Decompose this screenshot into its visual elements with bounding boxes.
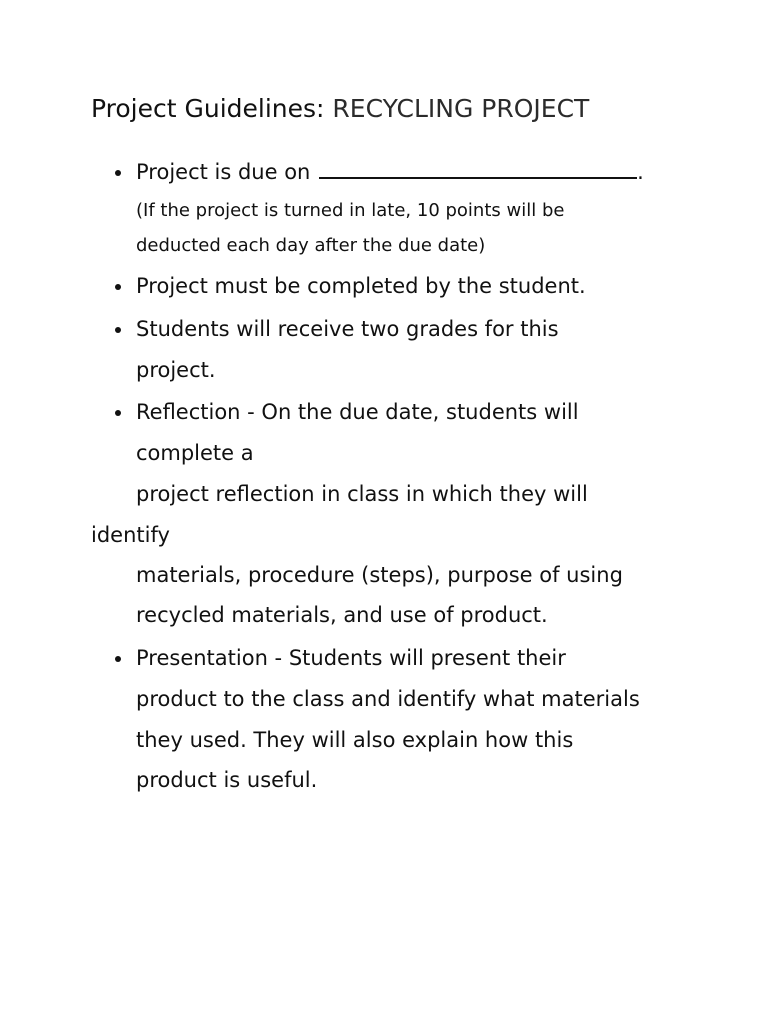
- due-date-suffix: .: [637, 160, 644, 184]
- bullet-dot: [115, 327, 121, 333]
- list-item-text: project reflection in class in which they will: [136, 482, 588, 506]
- list-item-text: Presentation - Students will present their: [136, 646, 566, 670]
- list-item-text: product to the class and identify what materials: [136, 687, 640, 711]
- late-policy-note: deducted each day after the due date): [136, 235, 486, 256]
- bullet-dot: [115, 410, 121, 416]
- due-date-line: [136, 159, 644, 185]
- due-date-blank: [319, 159, 637, 179]
- list-item-text: complete a: [136, 441, 254, 465]
- list-item-text: recycled materials, and use of product.: [136, 603, 548, 627]
- list-item-text: Reflection - On the due date, students will: [136, 400, 579, 424]
- bullet-dot: [115, 656, 121, 662]
- list-item-text: materials, procedure (steps), purpose of using: [136, 563, 623, 587]
- list-item-text: Project must be completed by the student.: [136, 274, 586, 298]
- bullet-dot: [115, 284, 121, 290]
- list-item-text: Students will receive two grades for this: [136, 317, 559, 341]
- page-title: [91, 93, 589, 125]
- title-label: Project Guidelines:: [91, 94, 333, 123]
- list-item-text: project.: [136, 358, 216, 382]
- list-item-text: product is useful.: [136, 768, 318, 792]
- list-item-text: identify: [91, 523, 170, 547]
- due-date-text: Project is due on: [136, 160, 311, 184]
- list-item-text: they used. They will also explain how this: [136, 728, 574, 752]
- late-policy-note: (If the project is turned in late, 10 points will be: [136, 200, 565, 221]
- project-name: RECYCLING PROJECT: [332, 94, 590, 123]
- bullet-dot: [115, 170, 121, 176]
